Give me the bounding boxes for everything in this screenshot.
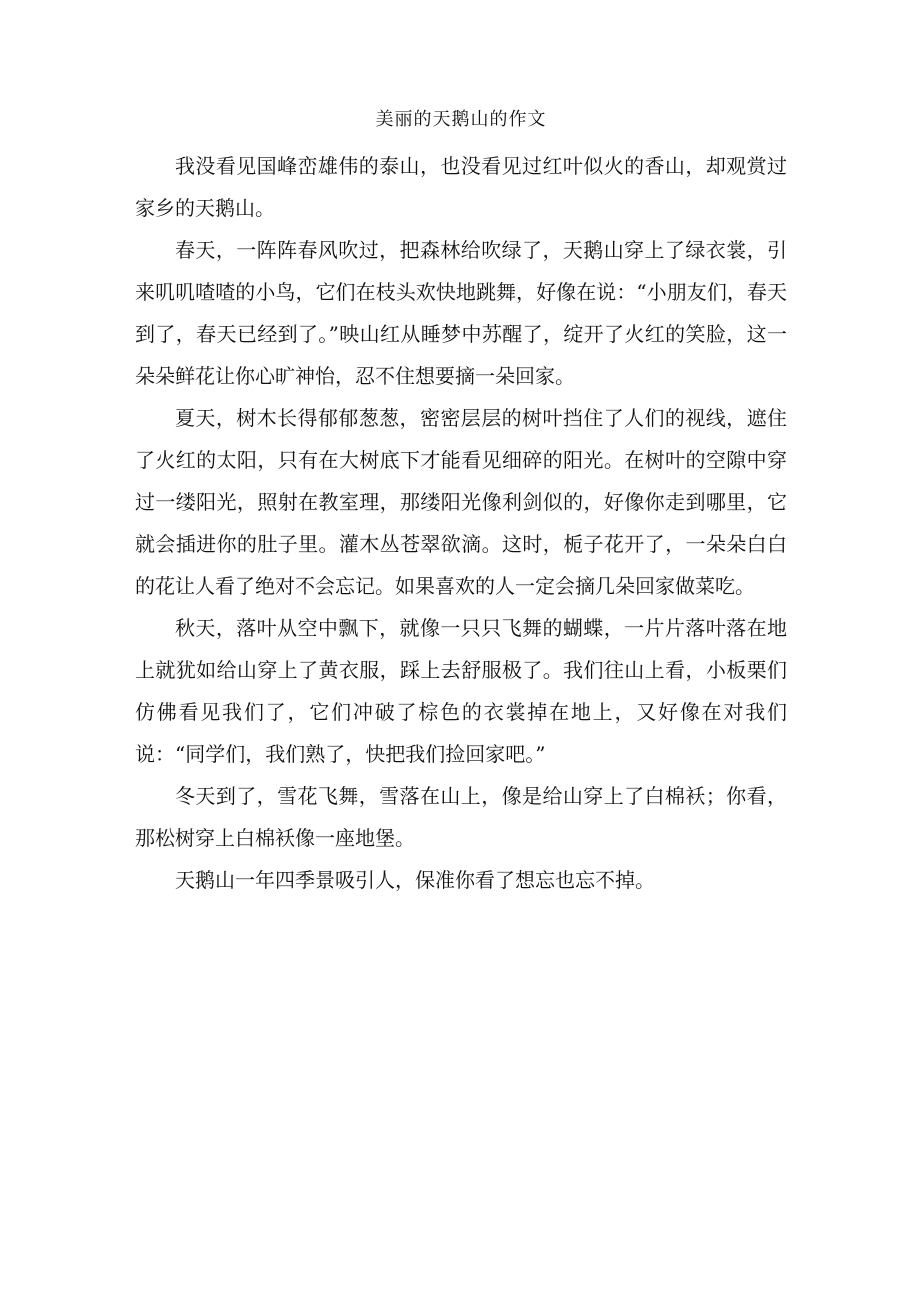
paragraph-winter: 冬天到了，雪花飞舞，雪落在山上，像是给山穿上了白棉袄；你看，那松树穿上白棉袄像一座地堡。 — [135, 784, 787, 850]
paragraph-intro: 我没看见国峰峦雄伟的泰山，也没看见过红叶似火的香山，却观赏过家乡的天鹅山。 — [135, 154, 787, 220]
document-body — [135, 145, 787, 901]
paragraph-autumn: 秋天，落叶从空中飘下，就像一只只飞舞的蝴蝶，一片片落叶落在地上就犹如给山穿上了黄衣服，踩上去舒服极了。我们往山上看，小板栗们仿佛看见我们了，它们冲破了棕色的衣裳掉在地上，又好像在对我们说：“同学们，我们熟了，快把我们捡回家吧。” — [135, 616, 787, 766]
paragraph-summer: 夏天，树木长得郁郁葱葱，密密层层的树叶挡住了人们的视线，遮住了火红的太阳，只有在大树底下才能看见细碎的阳光。在树叶的空隙中穿过一缕阳光，照射在教室理，那缕阳光像利剑似的，好像你走到哪里，它就会插进你的肚子里。灌木丛苍翠欲滴。这时，栀子花开了，一朵朵白白的花让人看了绝对不会忘记。如果喜欢的人一定会摘几朵回家做菜吃。 — [135, 406, 787, 598]
paragraph-spring: 春天，一阵阵春风吹过，把森林给吹绿了，天鹅山穿上了绿衣裳，引来叽叽喳喳的小鸟，它们在枝头欢快地跳舞，好像在说：“小朋友们，春天到了，春天已经到了。”映山红从睡梦中苏醒了，绽开了火红的笑脸，这一朵朵鲜花让你心旷神怡，忍不住想要摘一朵回家。 — [135, 238, 787, 388]
document-title: 美丽的天鹅山的作文 — [375, 109, 547, 130]
paragraph-conclusion: 天鹅山一年四季景吸引人，保准你看了想忘也忘不掉。 — [175, 868, 655, 892]
